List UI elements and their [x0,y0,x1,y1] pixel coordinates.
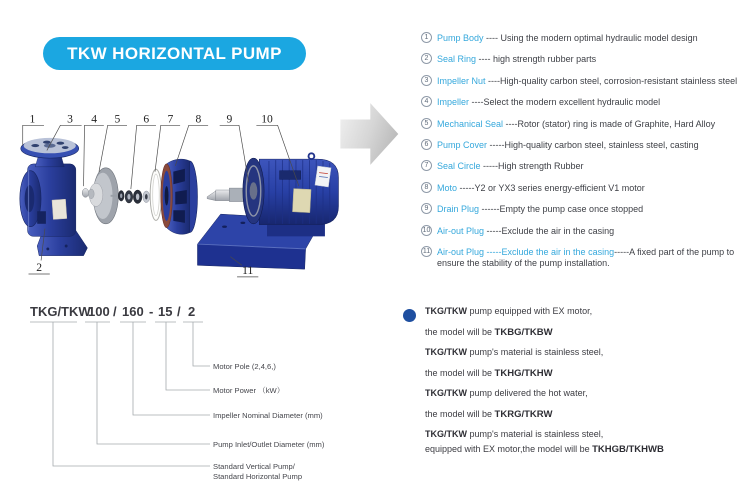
part-number-badge: 8 [421,182,432,193]
pump-cover-part [161,159,198,234]
title-banner [43,37,306,70]
part-number-badge: 9 [421,203,432,214]
parts-list-item [421,226,756,237]
decode-label: Motor Power （kW） [213,386,285,395]
callout-number: 11 [242,264,254,277]
parts-list-item [421,97,756,108]
model-code-segment: 160 [122,304,144,319]
pump-body-part [20,138,88,256]
parts-list-item [421,76,756,87]
model-code-segment: 15 [158,304,173,319]
model-code-segment: / [177,304,181,319]
parts-list-item [421,161,756,172]
decode-label: Standard Vertical Pump/ [213,462,295,471]
page-title: TKW HORIZONTAL PUMP [67,43,282,63]
decode-label: Standard Horizontal Pump [213,472,303,481]
callout-number: 10 [261,112,273,126]
part-text: Seal Ring ---- high strength rubber parts [437,54,597,65]
variant-line: equipped with EX motor,the model will be TKHGB/TKHWB [425,443,664,455]
decode-lines [30,322,210,466]
callout-number: 2 [36,261,43,275]
part-text: Pump Cover -----High-quality carbon steel, stainless steel, casting [437,139,699,150]
model-code-decode [20,295,420,495]
parts-list-item [421,204,756,215]
variant-line: TKG/TKW pump's material is stainless steel, [425,429,604,439]
part-text: Drain Plug ------Empty the pump case once stopped [437,204,644,215]
part-number-badge: 10 [422,226,431,234]
part-text: Impeller Nut ----High-quality carbon steel, corrosion-resistant stainless steel [437,75,738,86]
callout-number: 3 [67,112,73,126]
part-text: Air-out Plug -----Exclude the air in the casing [437,225,615,236]
callout-number: 4 [91,112,98,126]
part-text: Seal Circle -----High strength Rubber [437,161,584,172]
decode-label: Pump Inlet/Outlet Diameter (mm) [213,440,325,449]
model-code-segment: TKG/TKW [30,304,91,319]
part-number-badge: 1 [421,32,432,43]
impeller-part [82,168,118,224]
part-text: Impeller ----Select the modern excellent hydraulic model [437,97,661,108]
part-text: Mechanical Seal ----Rotor (stator) ring is made of Graphite, Hard Alloy [437,118,716,129]
exploded-pump-diagram [15,90,435,290]
callout-number: 9 [226,112,233,126]
parts-list-item [421,54,756,65]
variant-line: TKG/TKW pump equipped with EX motor, [425,306,593,316]
parts-list [421,33,756,279]
variant-line: the model will be TKBG/TKBW [425,326,553,338]
decode-label: Motor Pole (2,4,6,) [213,362,276,371]
part-number-badge: 7 [421,160,432,171]
part-number-badge: 4 [421,96,432,107]
variant-line: the model will be TKHG/TKHW [425,367,553,379]
parts-list-item [421,183,756,194]
model-variants [425,306,755,464]
arrow-right-icon [340,103,398,165]
callout-number: 5 [114,112,121,126]
part-number-badge: 5 [421,118,432,129]
model-code-segment: - [149,304,154,319]
shaft-part [207,188,246,202]
parts-list-item [421,247,756,269]
seal-circle-part [150,169,162,220]
mechanical-seal-part [118,190,149,204]
decode-label: Impeller Nominal Diameter (mm) [213,411,323,420]
variant-line: TKG/TKW pump's material is stainless steel, [425,347,604,357]
part-text: Pump Body ---- Using the modern optimal hydraulic model design [437,33,698,43]
part-text: Air-out Plug -----Exclude the air in the casing-----A fixed part of the pump to ensure the stability of the pump installation. [437,246,735,268]
model-code-segment: / [113,304,117,319]
parts-list-item [421,140,756,151]
bullet-icon [403,309,416,322]
part-text: Moto -----Y2 or YX3 series energy-efficient V1 motor [437,182,645,193]
variant-line: the model will be TKRG/TKRW [425,408,553,420]
part-number-badge: 6 [421,139,432,150]
callout-number: 6 [143,112,150,126]
part-number-badge: 2 [421,53,432,64]
callout-number: 7 [167,112,174,126]
model-code-segment: 100 [88,304,110,319]
variant-line: TKG/TKW pump delivered the hot water, [425,388,588,398]
part-number-badge: 11 [422,247,431,255]
callout-number: 8 [195,112,202,126]
parts-list-item [421,33,756,44]
model-code-segment: 2 [188,304,196,319]
callout-number: 1 [29,112,36,126]
part-number-badge: 3 [421,75,432,86]
parts-list-item [421,119,756,130]
